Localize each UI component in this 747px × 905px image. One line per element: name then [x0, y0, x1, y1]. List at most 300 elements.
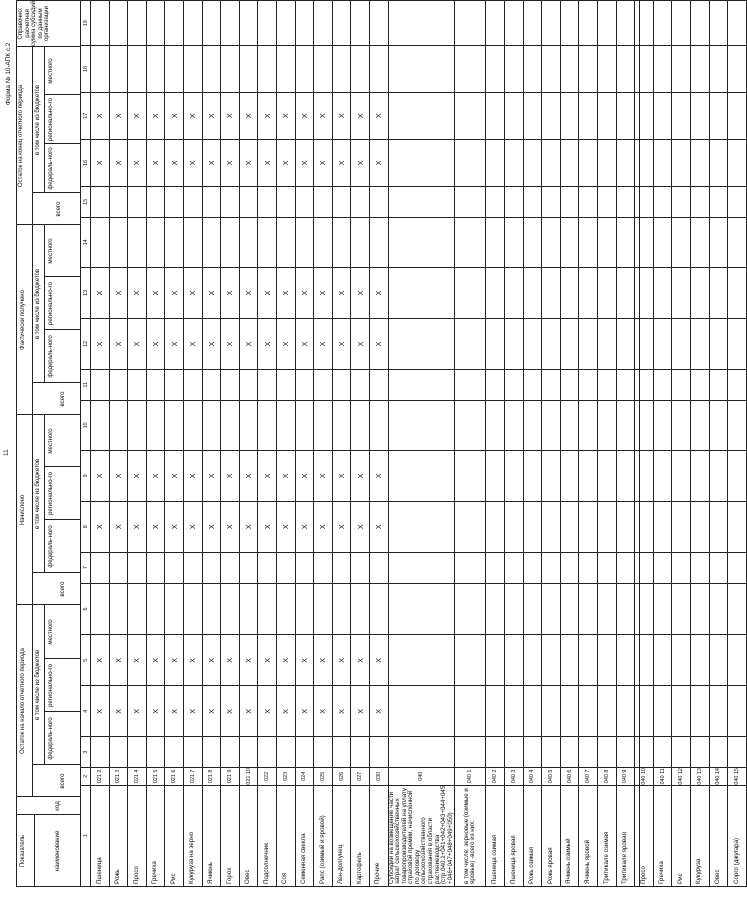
empty-cell	[369, 1, 388, 46]
empty-cell	[598, 369, 617, 400]
empty-cell	[109, 737, 128, 768]
x-mark: Х	[295, 635, 314, 686]
row-code: 030	[369, 768, 388, 786]
empty-cell	[146, 583, 165, 635]
row-code: 040 8	[598, 768, 617, 786]
column-number-row	[81, 1, 91, 887]
row-code: 040 7	[579, 768, 598, 786]
empty-cell	[616, 552, 635, 583]
empty-cell	[128, 400, 147, 450]
empty-cell	[109, 583, 128, 635]
column-number: 15	[81, 186, 91, 217]
empty-cell	[221, 583, 240, 635]
empty-cell	[183, 400, 202, 450]
empty-cell	[523, 1, 542, 46]
row-name: Горох	[221, 785, 240, 886]
x-mark: Х	[276, 501, 295, 552]
empty-cell	[653, 369, 672, 400]
x-mark: Х	[165, 139, 184, 186]
empty-cell	[672, 267, 691, 318]
empty-cell	[455, 400, 486, 450]
empty-cell	[709, 318, 728, 369]
x-mark: Х	[369, 635, 388, 686]
empty-cell	[672, 46, 691, 92]
empty-cell	[486, 501, 505, 552]
x-mark: Х	[258, 501, 277, 552]
empty-cell	[351, 583, 370, 635]
empty-cell	[728, 501, 747, 552]
page-number: 11	[3, 449, 10, 456]
empty-cell	[276, 583, 295, 635]
empty-cell	[598, 400, 617, 450]
table-row	[258, 1, 277, 887]
empty-cell	[728, 139, 747, 186]
row-name: Гречиха	[653, 785, 672, 886]
empty-cell	[635, 737, 654, 768]
empty-cell	[635, 267, 654, 318]
empty-cell	[295, 737, 314, 768]
x-mark: Х	[369, 92, 388, 139]
x-mark: Х	[109, 92, 128, 139]
empty-cell	[635, 450, 654, 501]
x-mark: Х	[332, 686, 351, 737]
table-row	[276, 1, 295, 887]
column-number: 8	[81, 501, 91, 552]
empty-cell	[369, 369, 388, 400]
x-mark: Х	[239, 139, 258, 186]
empty-cell	[523, 267, 542, 318]
table-row	[351, 1, 370, 887]
row-name: Тритикале яровая	[616, 785, 635, 886]
empty-cell	[128, 186, 147, 217]
header-regional-4: регионально-го	[48, 98, 54, 141]
x-mark: Х	[351, 92, 370, 139]
row-name: Ячмень яровой	[579, 785, 598, 886]
empty-cell	[351, 737, 370, 768]
x-mark: Х	[351, 686, 370, 737]
empty-cell	[542, 400, 561, 450]
empty-cell	[690, 583, 709, 635]
empty-cell	[202, 217, 221, 267]
empty-cell	[728, 369, 747, 400]
header-total-1: всего	[60, 773, 66, 789]
column-number: 2	[81, 768, 91, 786]
x-mark: Х	[183, 267, 202, 318]
empty-cell	[579, 186, 598, 217]
empty-cell	[598, 635, 617, 686]
row-name: Кукуруза на зерно	[183, 785, 202, 886]
x-mark: Х	[202, 139, 221, 186]
x-mark: Х	[165, 635, 184, 686]
empty-cell	[728, 46, 747, 92]
row-code: 021 5	[146, 768, 165, 786]
column-number: 17	[81, 92, 91, 139]
empty-cell	[505, 46, 524, 92]
x-mark: Х	[202, 318, 221, 369]
empty-cell	[542, 686, 561, 737]
empty-cell	[314, 217, 333, 267]
row-code: 040 11	[653, 768, 672, 786]
empty-cell	[183, 552, 202, 583]
empty-cell	[653, 139, 672, 186]
x-mark: Х	[239, 92, 258, 139]
table-row	[239, 1, 258, 887]
empty-cell	[486, 400, 505, 450]
empty-cell	[653, 686, 672, 737]
empty-cell	[221, 46, 240, 92]
empty-cell	[523, 501, 542, 552]
x-mark: Х	[258, 318, 277, 369]
empty-cell	[709, 186, 728, 217]
empty-cell	[165, 217, 184, 267]
empty-cell	[276, 369, 295, 400]
empty-cell	[505, 267, 524, 318]
empty-cell	[505, 635, 524, 686]
x-mark: Х	[128, 501, 147, 552]
empty-cell	[165, 737, 184, 768]
empty-cell	[505, 737, 524, 768]
empty-cell	[314, 737, 333, 768]
row-name: Лен-долгунец	[332, 785, 351, 886]
empty-cell	[523, 400, 542, 450]
empty-cell	[560, 318, 579, 369]
x-mark: Х	[183, 501, 202, 552]
empty-cell	[165, 552, 184, 583]
empty-cell	[455, 46, 486, 92]
empty-cell	[91, 369, 110, 400]
empty-cell	[653, 267, 672, 318]
group-accrued: Начислено	[20, 494, 26, 526]
empty-cell	[542, 450, 561, 501]
x-mark: Х	[239, 318, 258, 369]
group-start-balance: Остаток на начало отчетного периода	[20, 648, 26, 754]
x-mark: Х	[165, 92, 184, 139]
empty-cell	[579, 737, 598, 768]
row-code: 040 2	[486, 768, 505, 786]
empty-cell	[728, 552, 747, 583]
x-mark: Х	[258, 686, 277, 737]
empty-cell	[672, 1, 691, 46]
header-budgets-4: в том числе из бюджетов	[35, 84, 41, 156]
empty-cell	[505, 583, 524, 635]
empty-cell	[332, 369, 351, 400]
empty-cell	[505, 400, 524, 450]
empty-cell	[221, 369, 240, 400]
column-number: 4	[81, 686, 91, 737]
empty-cell	[709, 46, 728, 92]
subsidy-table	[80, 0, 747, 887]
empty-cell	[579, 267, 598, 318]
empty-cell	[579, 583, 598, 635]
empty-cell	[690, 318, 709, 369]
table-row	[505, 1, 524, 887]
empty-cell	[388, 369, 455, 400]
header-total-4: всего	[56, 201, 62, 217]
column-number: 16	[81, 139, 91, 186]
table-row	[165, 1, 184, 887]
empty-cell	[560, 186, 579, 217]
x-mark: Х	[165, 501, 184, 552]
empty-cell	[616, 737, 635, 768]
empty-cell	[523, 92, 542, 139]
x-mark: Х	[128, 635, 147, 686]
empty-cell	[455, 139, 486, 186]
empty-cell	[523, 737, 542, 768]
header-local-4: местного	[48, 58, 54, 84]
row-name: Картофель	[351, 785, 370, 886]
empty-cell	[486, 318, 505, 369]
x-mark: Х	[91, 635, 110, 686]
empty-cell	[128, 737, 147, 768]
column-number: 7	[81, 552, 91, 583]
empty-cell	[165, 583, 184, 635]
x-mark: Х	[146, 501, 165, 552]
table-row	[709, 1, 728, 887]
x-mark: Х	[332, 139, 351, 186]
empty-cell	[728, 318, 747, 369]
x-mark: Х	[128, 139, 147, 186]
empty-cell	[505, 501, 524, 552]
empty-cell	[672, 635, 691, 686]
empty-cell	[560, 635, 579, 686]
empty-cell	[672, 583, 691, 635]
x-mark: Х	[332, 635, 351, 686]
empty-cell	[635, 686, 654, 737]
x-mark: Х	[332, 92, 351, 139]
empty-cell	[202, 369, 221, 400]
empty-cell	[653, 400, 672, 450]
empty-cell	[616, 186, 635, 217]
empty-cell	[523, 450, 542, 501]
empty-cell	[455, 267, 486, 318]
empty-cell	[728, 686, 747, 737]
empty-cell	[455, 217, 486, 267]
empty-cell	[542, 583, 561, 635]
empty-cell	[598, 139, 617, 186]
x-mark: Х	[221, 501, 240, 552]
empty-cell	[351, 369, 370, 400]
empty-cell	[221, 217, 240, 267]
empty-cell	[276, 552, 295, 583]
empty-cell	[258, 737, 277, 768]
empty-cell	[523, 686, 542, 737]
empty-cell	[598, 1, 617, 46]
header-regional-3: регионально-го	[48, 282, 54, 325]
x-mark: Х	[314, 318, 333, 369]
row-code: 021 3	[109, 768, 128, 786]
empty-cell	[221, 737, 240, 768]
row-code: 021 2	[91, 768, 110, 786]
x-mark: Х	[165, 318, 184, 369]
table-row	[221, 1, 240, 887]
empty-cell	[202, 737, 221, 768]
empty-cell	[388, 450, 455, 501]
x-mark: Х	[109, 635, 128, 686]
empty-cell	[579, 217, 598, 267]
empty-cell	[690, 186, 709, 217]
empty-cell	[91, 1, 110, 46]
empty-cell	[239, 369, 258, 400]
empty-cell	[505, 217, 524, 267]
x-mark: Х	[91, 139, 110, 186]
header-reference: Справочно: расчетная сумма субсидий по данным организации	[18, 0, 51, 47]
x-mark: Х	[128, 92, 147, 139]
empty-cell	[276, 400, 295, 450]
empty-cell	[690, 450, 709, 501]
empty-cell	[146, 400, 165, 450]
empty-cell	[91, 217, 110, 267]
empty-cell	[332, 400, 351, 450]
x-mark: Х	[91, 267, 110, 318]
empty-cell	[616, 217, 635, 267]
empty-cell	[672, 501, 691, 552]
empty-cell	[690, 686, 709, 737]
table-row	[455, 1, 486, 887]
empty-cell	[542, 92, 561, 139]
x-mark: Х	[351, 318, 370, 369]
empty-cell	[183, 583, 202, 635]
empty-cell	[455, 186, 486, 217]
empty-cell	[239, 186, 258, 217]
row-code: 040 9	[616, 768, 635, 786]
row-name: Рожь озимая	[523, 785, 542, 886]
empty-cell	[728, 1, 747, 46]
empty-cell	[239, 583, 258, 635]
empty-cell	[91, 400, 110, 450]
empty-cell	[388, 139, 455, 186]
x-mark: Х	[202, 450, 221, 501]
empty-cell	[616, 635, 635, 686]
empty-cell	[616, 686, 635, 737]
empty-cell	[653, 186, 672, 217]
x-mark: Х	[276, 267, 295, 318]
empty-cell	[560, 92, 579, 139]
group-end-balance: Остаток на конец отчетного периода	[18, 85, 24, 187]
row-name: Пшеница	[91, 785, 110, 886]
empty-cell	[109, 186, 128, 217]
empty-cell	[598, 318, 617, 369]
empty-cell	[455, 1, 486, 46]
empty-cell	[728, 92, 747, 139]
empty-cell	[314, 583, 333, 635]
header-total-3: всего	[60, 391, 66, 407]
empty-cell	[183, 369, 202, 400]
row-code: 027	[351, 768, 370, 786]
empty-cell	[523, 46, 542, 92]
empty-cell	[332, 217, 351, 267]
empty-cell	[369, 737, 388, 768]
x-mark: Х	[295, 686, 314, 737]
row-code: 040 1	[455, 768, 486, 786]
empty-cell	[258, 1, 277, 46]
empty-cell	[314, 46, 333, 92]
empty-cell	[728, 450, 747, 501]
empty-cell	[616, 501, 635, 552]
empty-cell	[221, 186, 240, 217]
empty-cell	[709, 267, 728, 318]
empty-cell	[486, 217, 505, 267]
empty-cell	[202, 583, 221, 635]
empty-cell	[542, 46, 561, 92]
row-code: 021 7	[183, 768, 202, 786]
empty-cell	[672, 369, 691, 400]
x-mark: Х	[314, 139, 333, 186]
empty-cell	[709, 552, 728, 583]
empty-cell	[616, 318, 635, 369]
empty-cell	[709, 501, 728, 552]
empty-cell	[690, 217, 709, 267]
x-mark: Х	[351, 501, 370, 552]
empty-cell	[653, 737, 672, 768]
empty-cell	[146, 369, 165, 400]
x-mark: Х	[109, 501, 128, 552]
empty-cell	[91, 552, 110, 583]
empty-cell	[128, 1, 147, 46]
empty-cell	[486, 92, 505, 139]
empty-cell	[388, 46, 455, 92]
empty-cell	[598, 737, 617, 768]
row-code: 026	[332, 768, 351, 786]
empty-cell	[109, 46, 128, 92]
empty-cell	[616, 400, 635, 450]
empty-cell	[542, 217, 561, 267]
x-mark: Х	[91, 92, 110, 139]
row-name: Подсолнечник	[258, 785, 277, 886]
column-number: 12	[81, 318, 91, 369]
x-mark: Х	[165, 450, 184, 501]
x-mark: Х	[91, 450, 110, 501]
empty-cell	[542, 552, 561, 583]
empty-cell	[109, 217, 128, 267]
empty-cell	[165, 46, 184, 92]
empty-cell	[369, 46, 388, 92]
empty-cell	[388, 318, 455, 369]
empty-cell	[128, 552, 147, 583]
row-name: Рожь	[109, 785, 128, 886]
row-code: 040 3	[505, 768, 524, 786]
row-code: 023	[276, 768, 295, 786]
x-mark: Х	[295, 501, 314, 552]
empty-cell	[314, 552, 333, 583]
column-number: 3	[81, 737, 91, 768]
empty-cell	[579, 46, 598, 92]
header-federal-2: федераль-ного	[48, 525, 54, 568]
empty-cell	[635, 400, 654, 450]
row-code: 040 15	[728, 768, 747, 786]
empty-cell	[523, 318, 542, 369]
empty-cell	[146, 186, 165, 217]
x-mark: Х	[146, 92, 165, 139]
row-name: Субсидии на возмещение части затрат сельскохозяйственных товаропроизводителей на уплату страховой премии, начисленной по договору сельскохозяйственного страхования в области растениеводства (стр.040.1+041+042+043+044+045 +046+047+048+049+050)	[388, 785, 455, 886]
empty-cell	[388, 217, 455, 267]
row-name: Овес	[709, 785, 728, 886]
empty-cell	[653, 635, 672, 686]
x-mark: Х	[295, 139, 314, 186]
x-mark: Х	[369, 686, 388, 737]
empty-cell	[653, 450, 672, 501]
table-row	[690, 1, 709, 887]
x-mark: Х	[183, 139, 202, 186]
empty-cell	[486, 1, 505, 46]
header-budgets-3: в том числе из бюджетов	[35, 268, 41, 340]
empty-cell	[579, 552, 598, 583]
empty-cell	[616, 92, 635, 139]
empty-cell	[455, 501, 486, 552]
empty-cell	[542, 1, 561, 46]
empty-cell	[598, 92, 617, 139]
empty-cell	[579, 635, 598, 686]
x-mark: Х	[369, 501, 388, 552]
